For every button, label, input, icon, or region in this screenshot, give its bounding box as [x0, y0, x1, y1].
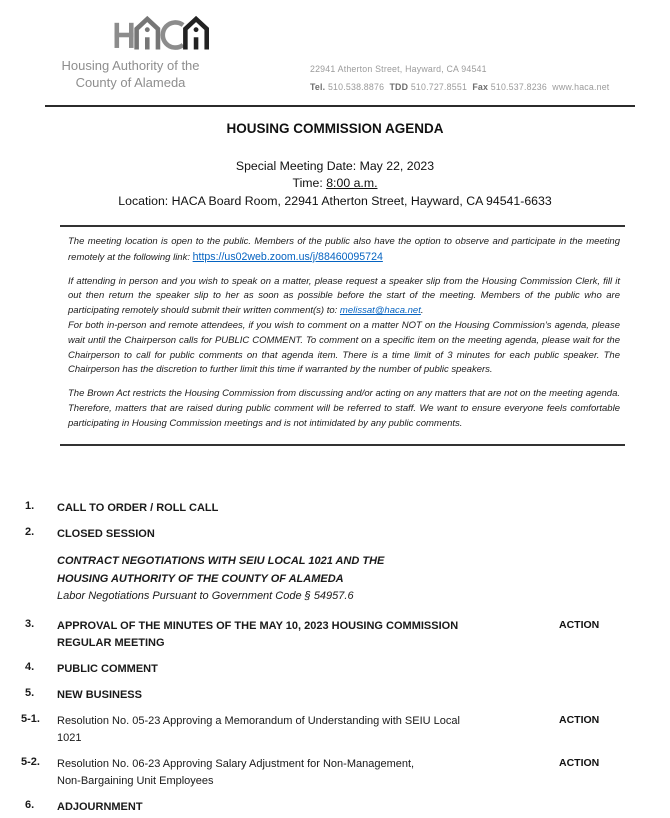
tdd-value: 510.727.8551 [410, 82, 468, 92]
item-title [57, 799, 532, 816]
tel-value: 510.538.8876 [327, 82, 385, 92]
action-badge: ACTION [559, 618, 600, 631]
phone-line [310, 82, 640, 93]
item-number: 2. [25, 526, 35, 538]
item-number: 3. [25, 617, 35, 630]
meeting-time-line [0, 175, 670, 192]
notice-p2-text: If attending in person and you wish to speak on a matter, please request a speaker slip from the Housing Commission Clerk, fill it out then return the speaker slip to her as soon as possible before the start of the meeting. Members of the public who are participating remotely should submit their written comment(s) to: [68, 275, 620, 317]
agenda-list [21, 500, 635, 818]
tdd-label: TDD [389, 82, 409, 92]
time-label: Time: [292, 176, 327, 191]
item-title-line: CALL TO ORDER / ROLL CALL [57, 502, 219, 514]
website-text: www.haca.net [552, 82, 610, 92]
item-number: 6. [25, 798, 35, 811]
item-title [57, 687, 532, 704]
notice-paragraph-1 [68, 235, 620, 266]
item-title-line: ADJOURNMENT [57, 800, 143, 813]
item-title [57, 661, 532, 678]
item-title [57, 713, 532, 747]
notice-paragraph-2 [68, 275, 620, 319]
haca-logo [113, 14, 209, 56]
page-title: HOUSING COMMISSION AGENDA [226, 121, 444, 136]
item-title [57, 500, 532, 517]
item-title [57, 756, 532, 790]
item-number: 5-1. [21, 712, 40, 725]
closed-detail-line3: Labor Negotiations Pursuant to Government Code § 54957.6 [57, 590, 354, 602]
contact-block [310, 64, 640, 93]
item-number: 1. [25, 500, 35, 512]
agenda-item-2 [21, 526, 635, 543]
action-badge: ACTION [559, 713, 600, 726]
item-title-line: CLOSED SESSION [57, 528, 155, 540]
item-title-line: Non-Bargaining Unit Employees [57, 774, 214, 787]
zoom-meeting-link[interactable]: https://us02web.zoom.us/j/88460095724 [192, 250, 383, 263]
closed-detail-line2: HOUSING AUTHORITY OF THE COUNTY OF ALAMEDA [57, 572, 344, 585]
item-title-line: 1021 [57, 731, 82, 744]
agenda-item-5-1 [21, 713, 635, 747]
header-rule [45, 105, 635, 107]
agenda-item-5-2 [21, 756, 635, 790]
meeting-date-line: Special Meeting Date: May 22, 2023 [235, 159, 435, 173]
agenda-item-5 [21, 687, 635, 704]
item-number: 5-2. [21, 755, 40, 768]
agenda-item-3 [21, 618, 635, 652]
item-number: 4. [25, 660, 35, 673]
action-badge: ACTION [559, 756, 600, 769]
address-line: 22941 Atherton Street, Hayward, CA 94541 [310, 64, 487, 74]
meeting-info [0, 158, 670, 210]
notice-paragraph-3: For both in-person and remote attendees, if you wish to comment on a matter NOT on the Housing Commission’s agenda, please wait until the Chairperson calls for PUBLIC COMMENT. To comment on a specific item on the meeting agenda, please wait for the Chairperson to call for public comments on that agenda item. There is a time limit of 3 minutes for each public speaker. The Chairperson has the discretion to further limit this time if warranted by the number of public speakers. [68, 319, 620, 376]
notice-p1-text: The meeting location is open to the public. Members of the public also have the option to observe and participate in the meeting remotely at the following link: [68, 236, 620, 263]
meeting-location-line: Location: HACA Board Room, 22941 Atherton Street, Hayward, CA 94541-6633 [118, 193, 552, 208]
clerk-email-link[interactable]: melissat@haca.net [339, 305, 421, 317]
item-title-line: PUBLIC COMMENT [57, 662, 158, 675]
closed-session-detail [57, 553, 635, 606]
notice-p2-suffix: . [420, 305, 424, 317]
fax-label: Fax [472, 82, 489, 92]
item-title-line: APPROVAL OF THE MINUTES OF THE MAY 10, 2023 HOUSING COMMISSION [57, 619, 459, 632]
item-number: 5. [25, 686, 35, 699]
item-title-line: NEW BUSINESS [57, 688, 142, 701]
agenda-item-4 [21, 661, 635, 678]
org-name-line2: County of Alameda [75, 75, 186, 90]
org-name [38, 57, 223, 91]
notice-paragraph-4: The Brown Act restricts the Housing Commission from discussing and/or acting on any matters that are not on the meeting agenda. Therefore, matters that are raised during public comment will be referred to staff. We want to ensure everyone feels comfortable participating in Housing Commission meetings and is not intimidated by any public comments. [68, 388, 620, 429]
item-title [57, 526, 532, 543]
haca-logo-icon [113, 14, 209, 56]
org-name-line1: Housing Authority of the [61, 58, 200, 73]
agenda-item-1 [21, 500, 635, 517]
tel-label: Tel. [310, 82, 326, 92]
item-title [57, 618, 532, 652]
public-notice [60, 225, 625, 446]
agenda-item-6 [21, 799, 635, 816]
fax-value: 510.537.8236 [490, 82, 547, 92]
item-title-line: REGULAR MEETING [57, 636, 165, 649]
closed-detail-line1: CONTRACT NEGOTIATIONS WITH SEIU LOCAL 1021 AND THE [57, 555, 385, 567]
item-title-line: Resolution No. 06-23 Approving Salary Adjustment for Non-Management, [57, 757, 415, 770]
time-value: 8:00 a.m. [326, 176, 378, 191]
item-title-line: Resolution No. 05-23 Approving a Memorandum of Understanding with SEIU Local [57, 714, 460, 727]
